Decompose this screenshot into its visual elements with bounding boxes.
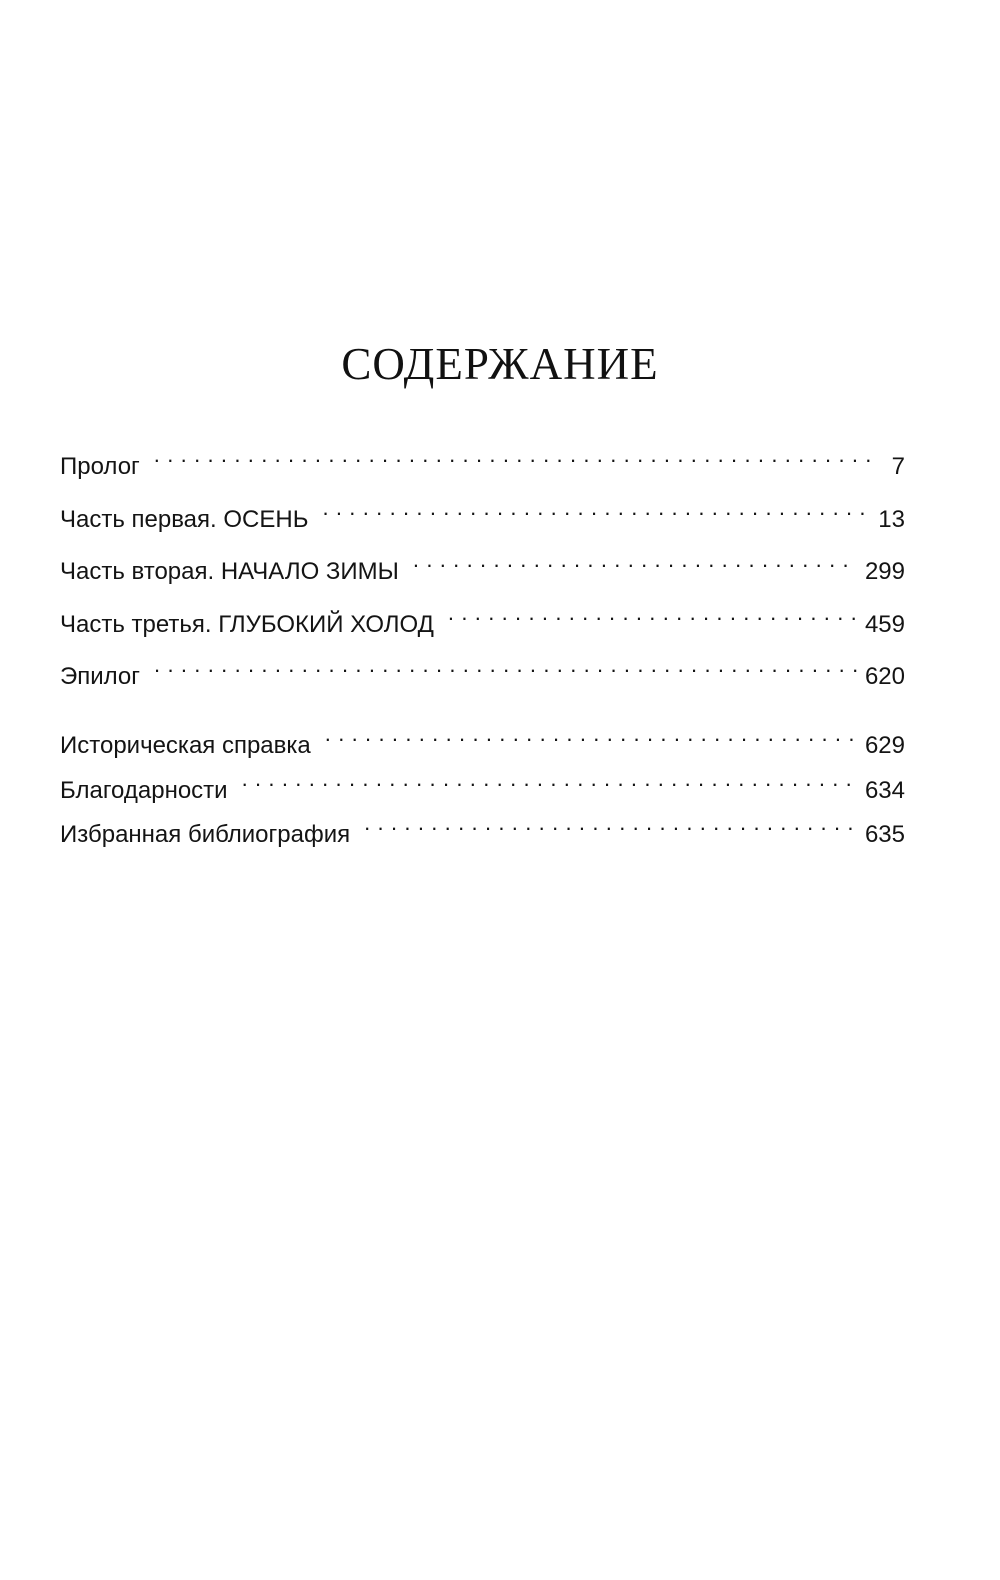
toc-entry <box>60 808 905 848</box>
page-title: СОДЕРЖАНИЕ <box>341 339 659 389</box>
dot-leader <box>322 493 870 527</box>
toc-entry <box>60 598 905 638</box>
toc-entry-title: Благодарности <box>60 777 228 804</box>
toc-entry-title: Пролог <box>60 453 140 480</box>
toc-entry-page: 635 <box>864 821 905 848</box>
toc-entry-title: Часть первая. ОСЕНЬ <box>60 506 309 533</box>
dot-leader <box>413 545 857 579</box>
toc-entry <box>60 440 905 480</box>
toc-entry <box>60 719 905 759</box>
toc-entry-page: 299 <box>864 558 905 585</box>
dot-leader <box>154 440 877 474</box>
toc-entry-page: 459 <box>864 611 905 638</box>
toc-entry-page: 629 <box>864 732 905 759</box>
toc-entry-page: 7 <box>891 453 905 480</box>
toc-entry-title: Эпилог <box>60 663 141 690</box>
dot-leader <box>364 808 857 842</box>
toc-entry-page: 13 <box>878 506 905 533</box>
dot-leader <box>325 719 857 753</box>
toc-entry-page: 634 <box>864 777 905 804</box>
toc-entry <box>60 493 905 533</box>
toc-entry-page: 620 <box>864 663 905 690</box>
toc-entry-title: Часть третья. ГЛУБОКИЙ ХОЛОД <box>60 611 434 638</box>
toc-entry-title: Историческая справка <box>60 732 311 759</box>
dot-leader <box>154 650 857 684</box>
toc-entry <box>60 650 905 690</box>
dot-leader <box>242 764 857 798</box>
dot-leader <box>448 598 857 632</box>
toc-entry <box>60 764 905 804</box>
toc-entry <box>60 545 905 585</box>
toc-entry-title: Часть вторая. НАЧАЛО ЗИМЫ <box>60 558 399 585</box>
toc-entry-title: Избранная библиография <box>60 821 351 848</box>
